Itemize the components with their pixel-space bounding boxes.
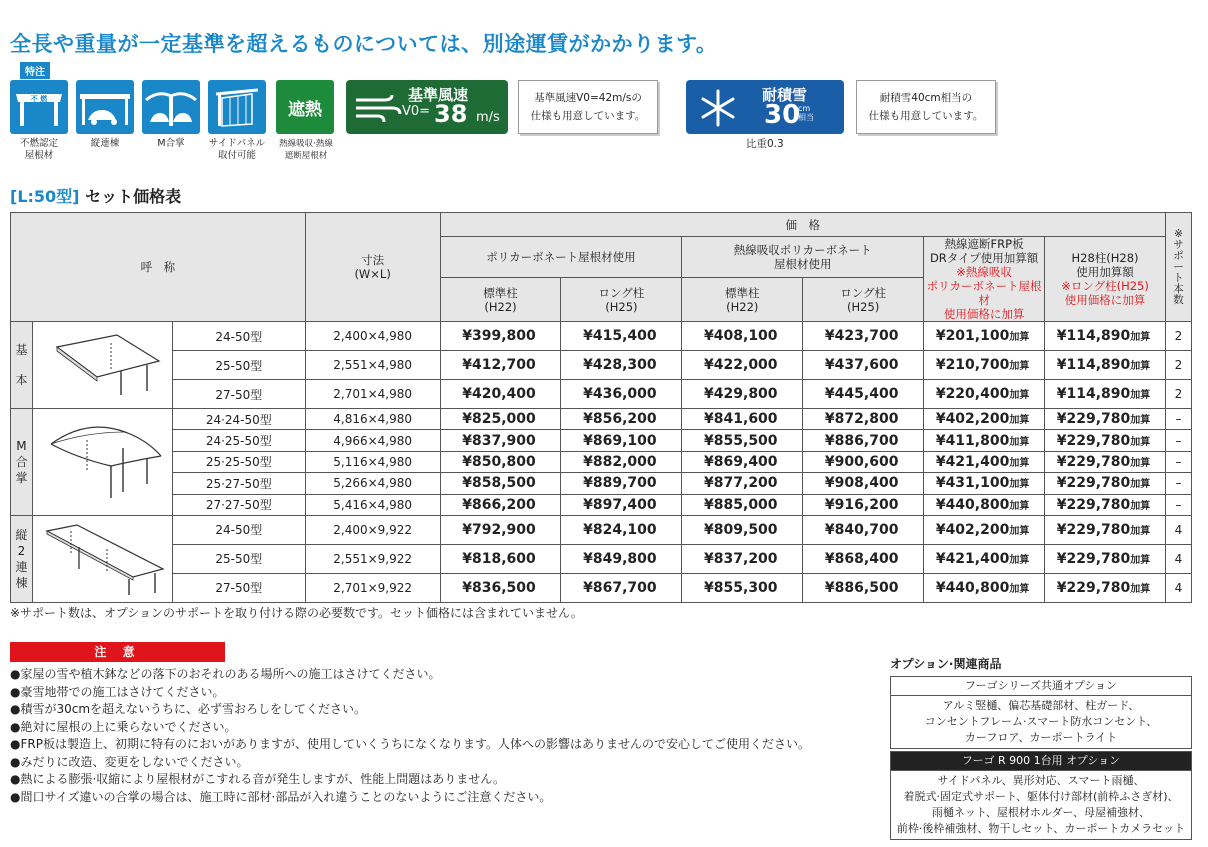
list-item: ●豪雪地帯での施工はさけてください。 — [10, 684, 225, 699]
list-item: ●FRP板は製造上、初期に特有のにおいがありますが、使用していくうちになくなります。人体への影響はありませんので安心してご使用ください。 — [10, 737, 810, 751]
group-tandem-label: 縦 2 連 棟 — [11, 515, 33, 602]
table-row: 25-50型 2,551×9,922 ¥818,600 ¥849,800 ¥837,200 ¥868,400 ¥421,400加算 ¥229,780加算 4 — [11, 544, 1192, 573]
tandem-carport-icon — [76, 80, 134, 134]
common-options-header: フーゴシリーズ共通オプション — [891, 677, 1191, 696]
header-polycarbonate: ポリカーボネート屋根材使用 — [440, 237, 682, 278]
header-h28-addition: H28柱(H28) 使用加算額 ※ロング柱(H25) 使用価格に加算 — [1045, 237, 1166, 322]
snow-value: 30 — [764, 100, 801, 130]
heat-shield-badge: 遮熱 — [276, 80, 334, 134]
caution-list — [10, 666, 810, 806]
snow-note: 耐積雪40cm相当の 仕様も用意しています。 — [856, 80, 996, 134]
caution-header: 注 意 — [10, 642, 225, 662]
list-item: ●絶対に屋根の上に乗らないでください。 — [10, 719, 237, 734]
specific-gravity: 比重0.3 — [746, 138, 784, 150]
wind-title: 基準風速 — [408, 86, 469, 104]
m-gassho-carport-icon — [142, 80, 200, 134]
basic-carport-drawing — [32, 322, 172, 409]
options-title: オプション·関連商品 — [890, 657, 1002, 671]
header-heat-std: 標準柱 (H22) — [682, 278, 803, 322]
table-row: 縦 2 連 棟 24-50型 2,400×9,922 ¥792,900 ¥824,100 ¥809,500 ¥840,700 ¥402,200加算 ¥229,780加算 4 — [11, 515, 1192, 544]
heat-shield-caption: 熱線吸収·熱線 遮断屋根材 — [279, 139, 333, 161]
feature-badges — [10, 62, 1200, 172]
m-gassho-carport-drawing — [32, 409, 172, 516]
table-row: 基 本 24-50型 2,400×4,980 ¥399,800 ¥415,400 ¥408,100 ¥423,700 ¥201,100加算 ¥114,890加算 2 — [11, 322, 1192, 351]
price-table — [10, 212, 1192, 603]
fireproof-label: 不 燃 — [30, 95, 48, 103]
header-poly-long: ロング柱 (H25) — [561, 278, 682, 322]
header-name: 呼 称 — [11, 213, 306, 322]
list-item: ●家屋の雪や植木鉢などの落下のおそれのある場所への施工はさけてください。 — [10, 667, 441, 681]
wind-unit: m/s — [476, 110, 500, 125]
r900-options-box: フーゴ R 900 1台用 オプション サイドパネル、異形対応、スマート雨樋、 着脱式·固定式サポート、躯体付け部材(前枠ふさぎ材)、 雨樋ネット、屋根材ホルダー、母屋補強材、 前枠·後枠補強材、物干しセット、カーポートカメラセット — [890, 751, 1192, 840]
list-item: ●積雪が30cmを超えないうちに、必ず雪おろしをしてください。 — [10, 702, 367, 716]
snow-unit: cm 相当 — [798, 104, 814, 122]
tandem-caption: 縦連棟 — [90, 138, 120, 149]
header-size: 寸法 (W×L) — [305, 213, 440, 322]
header-poly-std: 標準柱 (H22) — [440, 278, 561, 322]
header-price: 価 格 — [440, 213, 1165, 237]
wind-speed-badge — [346, 80, 508, 134]
wind-prefix: V0= — [402, 104, 431, 119]
list-item: ●間口サイズ違いの合掌の場合は、施工時に部材·部品が入れ違うことのないようにご注意ください。 — [10, 789, 552, 804]
fireproof-caption: 不燃認定 屋根材 — [19, 138, 58, 161]
fireproof-roof-icon — [10, 80, 68, 134]
header-heat-absorbing: 熱線吸収ポリカーボネート 屋根材使用 — [682, 237, 924, 278]
table-row: 27-50型 2,701×9,922 ¥836,500 ¥867,700 ¥855,300 ¥886,500 ¥440,800加算 ¥229,780加算 4 — [11, 573, 1192, 602]
tokuchu-tag: 特注 — [20, 62, 50, 79]
table-row: 25·27-50型 5,266×4,980 ¥858,500 ¥889,700 ¥877,200 ¥908,400 ¥431,100加算 ¥229,780加算 – — [11, 473, 1192, 494]
r900-options-header: フーゴ R 900 1台用 オプション — [891, 752, 1191, 771]
support-footnote: ※サポート数は、オプションのサポートを取り付ける際の必要数です。セット価格には含まれていません。 — [10, 606, 583, 620]
side-panel-caption: サイドパネル 取付可能 — [208, 138, 266, 161]
wind-note: 基準風速V0=42m/sの 仕様も用意しています。 — [518, 80, 658, 134]
snow-title: 耐積雪 — [762, 86, 808, 104]
header-support-count: ※ サ ポ ー ト 本 数 — [1166, 213, 1192, 322]
header-frp-addition: 熱線遮断FRP板 DRタイプ使用加算額 ※熱線吸収 ポリカーボネート屋根材 使用価格に加算 — [924, 237, 1045, 322]
tandem-carport-drawing — [32, 515, 172, 602]
table-row: M 合 掌 24·24-50型 4,816×4,980 ¥825,000 ¥856,200 ¥841,600 ¥872,800 ¥402,200加算 ¥229,780加算 – — [11, 409, 1192, 430]
table-row: 25-50型 2,551×4,980 ¥412,700 ¥428,300 ¥422,000 ¥437,600 ¥210,700加算 ¥114,890加算 2 — [11, 351, 1192, 380]
list-item: ●みだりに改造、変更をしないでください。 — [10, 754, 249, 769]
header-heat-long: ロング柱 (H25) — [803, 278, 924, 322]
table-row: 25·25-50型 5,116×4,980 ¥850,800 ¥882,000 ¥869,400 ¥900,600 ¥421,400加算 ¥229,780加算 – — [11, 451, 1192, 472]
headline: 全長や重量が一定基準を超えるものについては、別途運賃がかかります。 — [10, 32, 718, 56]
list-item: ●熱による膨張·収縮により屋根材がこすれる音が発生しますが、性能上問題はありません。 — [10, 772, 506, 786]
m-gassho-caption: M合掌 — [157, 138, 185, 149]
table-row: 27·27-50型 5,416×4,980 ¥866,200 ¥897,400 ¥885,000 ¥916,200 ¥440,800加算 ¥229,780加算 – — [11, 494, 1192, 515]
group-basic-label: 基 本 — [11, 322, 33, 409]
group-m-gassho-label: M 合 掌 — [11, 409, 33, 516]
set-price-title: [L:50型] セット価格表 — [10, 187, 182, 206]
table-row: 24·25-50型 4,966×4,980 ¥837,900 ¥869,100 ¥855,500 ¥886,700 ¥411,800加算 ¥229,780加算 – — [11, 430, 1192, 451]
snowflake-icon — [698, 88, 738, 128]
side-panel-icon — [208, 80, 266, 134]
common-options-box: フーゴシリーズ共通オプション アルミ竪樋、偏芯基礎部材、柱ガード、 コンセントフレーム·スマート防水コンセント、 カーフロア、カーポートライト — [890, 676, 1192, 749]
snow-load-badge — [686, 80, 844, 134]
wind-value: 38 — [434, 100, 468, 128]
table-row: 27-50型 2,701×4,980 ¥420,400 ¥436,000 ¥429,800 ¥445,400 ¥220,400加算 ¥114,890加算 2 — [11, 380, 1192, 409]
wind-icon — [354, 92, 402, 126]
